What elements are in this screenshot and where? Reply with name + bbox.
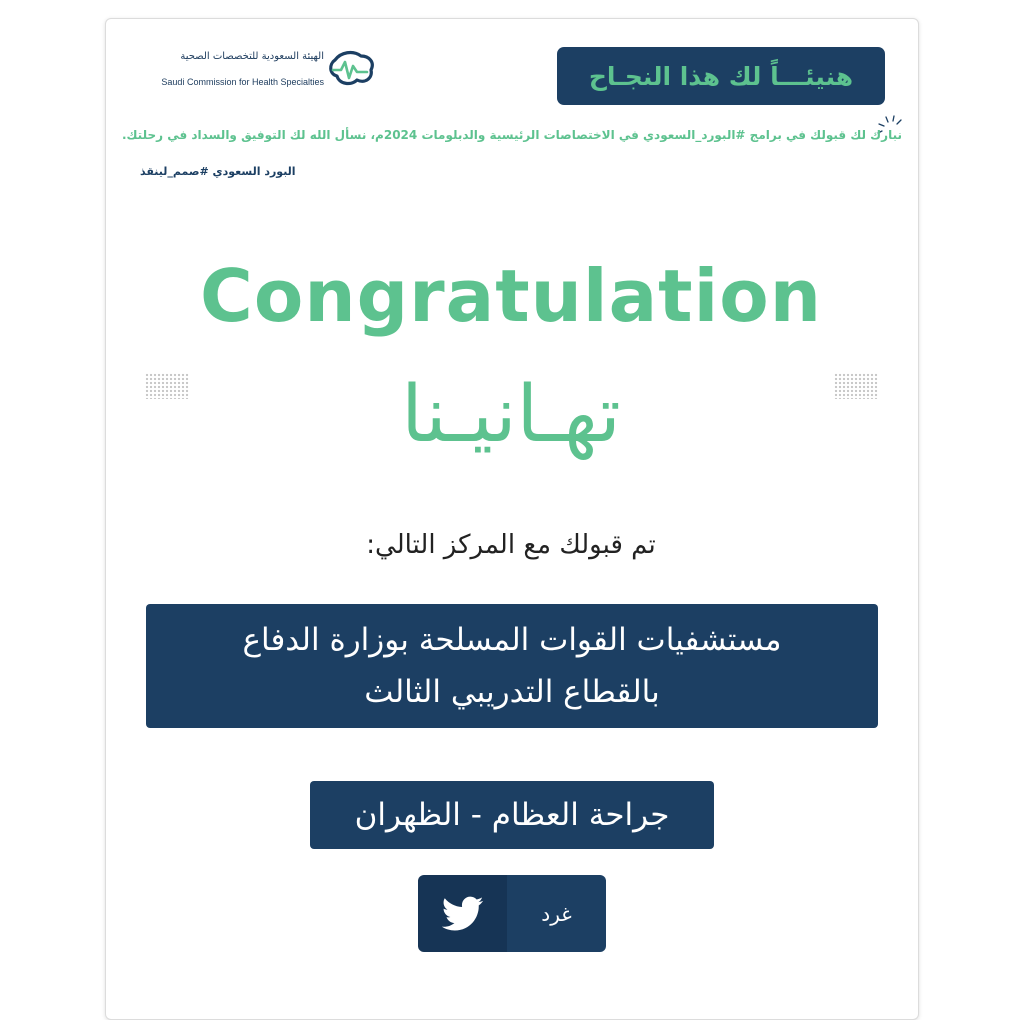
logo-text-arabic: الهيئة السعودية للتخصصات الصحية	[180, 51, 324, 62]
specialty-box: جراحة العظام - الظهران	[310, 781, 714, 849]
training-center-line-1: مستشفيات القوات المسلحة بوزارة الدفاع	[242, 622, 782, 658]
scfhs-logo	[155, 46, 377, 94]
congratulation-title-arabic: تهـانيـنا	[401, 370, 621, 460]
congratulation-title-english: Congratulation	[200, 254, 822, 338]
intro-message: نبارك لك قبولك في برامج #البورد_السعودي في الاختصاصات الرئيسية والدبلومات 2024م، نسأل الله لك التوفيق والسداد في رحلتك.	[121, 128, 902, 142]
tweet-icon-area[interactable]	[418, 875, 507, 952]
accepted-center-label: تم قبولك مع المركز التالي:	[366, 530, 656, 560]
success-badge: هنيئـــاً لك هذا النجـاح	[557, 47, 885, 105]
scfhs-logo-mark-icon	[327, 48, 377, 90]
hashtags: البورد السعودي #صمم_لينقذ	[140, 165, 296, 178]
logo-text-english: Saudi Commission for Health Specialties	[161, 77, 324, 87]
training-center-box	[146, 604, 878, 728]
training-center-line-2: بالقطاع التدريبي الثالث	[364, 674, 660, 710]
twitter-bird-icon	[442, 896, 484, 932]
tweet-button[interactable]	[418, 875, 606, 952]
tweet-label[interactable]: غرد	[507, 875, 606, 952]
